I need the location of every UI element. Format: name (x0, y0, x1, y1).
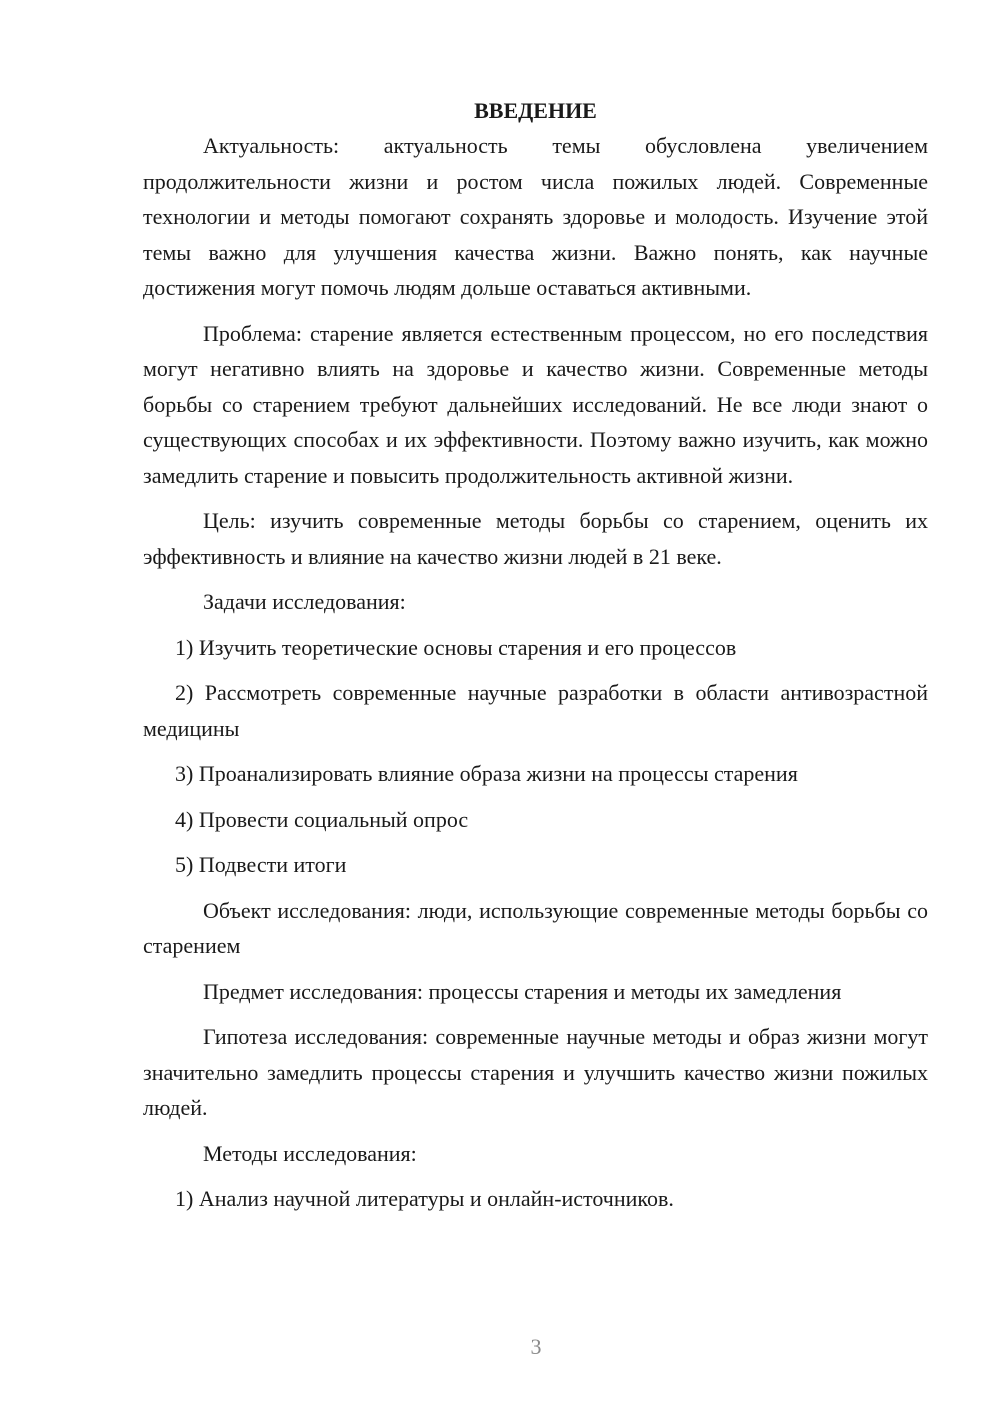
task-item: 5) Подвести итоги (175, 852, 347, 877)
paragraph-relevance: Актуальность: актуальность темы обусловлена увеличением продолжительности жизни и ростом числа пожилых людей. Современные технологии и методы помогают сохранять здоровье и молодость. Изучение этой темы важно для улучшения качества жизни. Важно понять, как научные достижения могут помочь людям дольше оставаться активными. (143, 133, 928, 300)
task-item: 4) Провести социальный опрос (175, 806, 469, 832)
tasks-heading: Задачи исследования: (203, 589, 406, 614)
paragraph-goal: Цель: изучить современные методы борьбы со старением, оценить их эффективность и влияние на качество жизни людей в 21 веке. (143, 508, 928, 569)
method-item: 1) Анализ научной литературы и онлайн-источников. (175, 1186, 674, 1211)
task-item: 2) Рассмотреть современные научные разработки в области антивозрастной медицины (143, 680, 928, 741)
paragraph-problem: Проблема: старение является естественным процессом, но его последствия могут негативно влиять на здоровье и качество жизни. Современные методы борьбы со старением требуют дальнейших исследований. Не все люди знают о существующих способах и их эффективности. Поэтому важно изучить, как можно замедлить старение и повысить продолжительность активной жизни. (143, 320, 928, 488)
paragraph-subject: Предмет исследования: процессы старения и методы их замедления (203, 978, 842, 1004)
section-title: ВВЕДЕНИЕ (474, 98, 597, 123)
paragraph-object: Объект исследования: люди, использующие современные методы борьбы со старением (143, 897, 928, 958)
page-number: 3 (530, 1334, 542, 1359)
methods-heading: Методы исследования: (203, 1140, 417, 1166)
document-page (143, 93, 928, 1227)
task-item: 3) Проанализировать влияние образа жизни на процессы старения (175, 761, 798, 786)
task-item: 1) Изучить теоретические основы старения и его процессов (175, 634, 737, 660)
paragraph-hypothesis: Гипотеза исследования: современные научные методы и образ жизни могут значительно замедлить процессы старения и улучшить качество жизни пожилых людей. (143, 1024, 928, 1120)
